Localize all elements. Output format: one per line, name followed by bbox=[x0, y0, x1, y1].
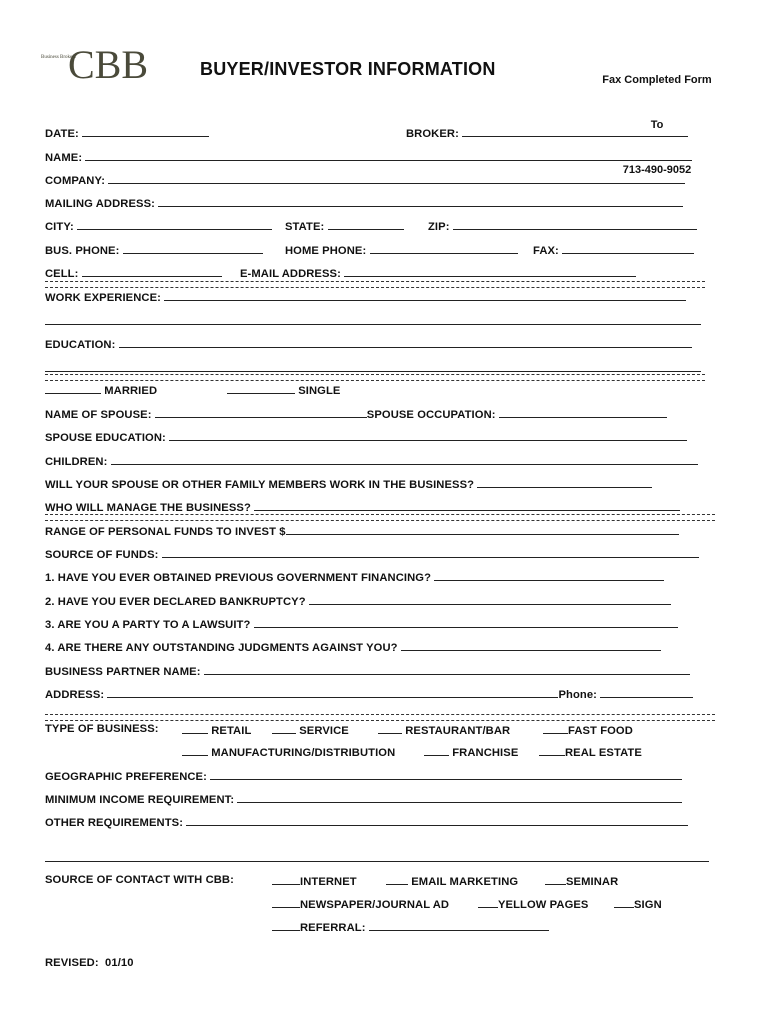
internet-checkbox[interactable] bbox=[272, 874, 300, 885]
work-experience-field[interactable] bbox=[164, 290, 686, 301]
state-field[interactable] bbox=[328, 219, 404, 230]
spouse-education-label: SPOUSE EDUCATION: bbox=[45, 432, 166, 444]
logo-subtext: Business Brokers bbox=[41, 55, 76, 60]
address-field[interactable] bbox=[107, 687, 558, 698]
other-req-label: OTHER REQUIREMENTS: bbox=[45, 817, 184, 829]
children-field[interactable] bbox=[111, 454, 698, 465]
fax-number: 713-490-9052 bbox=[622, 164, 692, 176]
question-4-label: 4. ARE THERE ANY OUTSTANDING JUDGMENTS AGAINST YOU? bbox=[45, 642, 398, 654]
service-checkbox[interactable] bbox=[272, 723, 296, 734]
work-experience-field-2[interactable] bbox=[45, 314, 701, 325]
home-phone-label: HOME PHONE: bbox=[285, 245, 367, 257]
home-phone-field[interactable] bbox=[370, 243, 518, 254]
type-of-business-label: TYPE OF BUSINESS: bbox=[45, 723, 159, 735]
email-marketing-label: EMAIL MARKETING bbox=[411, 876, 519, 888]
question-2-label: 2. HAVE YOU EVER DECLARED BANKRUPTCY? bbox=[45, 596, 306, 608]
fast-food-label: FAST FOOD bbox=[568, 725, 633, 737]
fax-label: FAX: bbox=[533, 245, 559, 257]
education-label: EDUCATION: bbox=[45, 339, 116, 351]
children-label: CHILDREN: bbox=[45, 456, 108, 468]
sign-checkbox[interactable] bbox=[614, 897, 634, 908]
phone-field[interactable] bbox=[600, 687, 693, 698]
family-work-field[interactable] bbox=[477, 477, 652, 488]
date-field[interactable] bbox=[82, 126, 209, 137]
referral-label: REFERRAL: bbox=[300, 922, 366, 934]
retail-checkbox[interactable] bbox=[182, 723, 208, 734]
email-field[interactable] bbox=[344, 266, 636, 277]
real-estate-checkbox[interactable] bbox=[539, 745, 565, 756]
zip-label: ZIP: bbox=[428, 221, 450, 233]
service-label: SERVICE bbox=[299, 725, 349, 737]
bus-phone-label: BUS. PHONE: bbox=[45, 245, 120, 257]
broker-field[interactable] bbox=[462, 126, 688, 137]
min-income-field[interactable] bbox=[237, 792, 682, 803]
retail-label: RETAIL bbox=[211, 725, 252, 737]
yellow-pages-checkbox[interactable] bbox=[478, 897, 498, 908]
referral-field[interactable] bbox=[369, 920, 549, 931]
section-divider bbox=[45, 374, 705, 381]
date-label: DATE: bbox=[45, 128, 79, 140]
single-field[interactable] bbox=[227, 383, 295, 394]
source-funds-field[interactable] bbox=[162, 547, 699, 558]
range-funds-label: RANGE OF PERSONAL FUNDS TO INVEST $ bbox=[45, 526, 286, 538]
section-divider bbox=[45, 714, 715, 721]
question-1-label: 1. HAVE YOU EVER OBTAINED PREVIOUS GOVERNMENT FINANCING? bbox=[45, 572, 432, 584]
franchise-label: FRANCHISE bbox=[452, 747, 519, 759]
name-label: NAME: bbox=[45, 152, 83, 164]
restaurant-label: RESTAURANT/BAR bbox=[405, 725, 511, 737]
email-marketing-checkbox[interactable] bbox=[386, 874, 408, 885]
real-estate-label: REAL ESTATE bbox=[565, 747, 642, 759]
cell-field[interactable] bbox=[82, 266, 222, 277]
page-title: BUYER/INVESTOR INFORMATION bbox=[200, 59, 496, 79]
other-req-field[interactable] bbox=[186, 815, 688, 826]
manufacturing-checkbox[interactable] bbox=[182, 745, 208, 756]
spouse-occupation-label: SPOUSE OCCUPATION: bbox=[366, 409, 496, 421]
source-contact-label: SOURCE OF CONTACT WITH CBB: bbox=[45, 874, 234, 886]
fax-line2: To bbox=[650, 119, 664, 131]
section-divider bbox=[45, 281, 705, 288]
company-label: COMPANY: bbox=[45, 175, 106, 187]
cbb-logo bbox=[40, 44, 156, 84]
bus-phone-field[interactable] bbox=[123, 243, 263, 254]
section-divider bbox=[45, 514, 715, 521]
geographic-label: GEOGRAPHIC PREFERENCE: bbox=[45, 771, 207, 783]
logo-text: CBB bbox=[68, 44, 149, 84]
newspaper-checkbox[interactable] bbox=[272, 897, 300, 908]
zip-field[interactable] bbox=[453, 219, 697, 230]
married-field[interactable] bbox=[45, 383, 101, 394]
phone-label: Phone: bbox=[558, 689, 597, 701]
question-1-field[interactable] bbox=[434, 570, 664, 581]
fax-field[interactable] bbox=[562, 243, 694, 254]
education-field-2[interactable] bbox=[45, 361, 701, 372]
internet-label: INTERNET bbox=[300, 876, 357, 888]
name-of-spouse-label: NAME OF SPOUSE: bbox=[45, 409, 152, 421]
name-field[interactable] bbox=[85, 150, 692, 161]
city-label: CITY: bbox=[45, 221, 74, 233]
question-4-field[interactable] bbox=[401, 640, 661, 651]
spouse-education-field[interactable] bbox=[169, 430, 687, 441]
state-label: STATE: bbox=[285, 221, 325, 233]
address-label: ADDRESS: bbox=[45, 689, 105, 701]
business-partner-label: BUSINESS PARTNER NAME: bbox=[45, 666, 201, 678]
question-3-field[interactable] bbox=[254, 617, 678, 628]
who-manage-label: WHO WILL MANAGE THE BUSINESS? bbox=[45, 502, 251, 514]
manufacturing-label: MANUFACTURING/DISTRIBUTION bbox=[211, 747, 396, 759]
name-of-spouse-field[interactable] bbox=[155, 407, 367, 418]
education-field[interactable] bbox=[119, 337, 692, 348]
referral-checkbox[interactable] bbox=[272, 920, 300, 931]
work-experience-label: WORK EXPERIENCE: bbox=[45, 292, 161, 304]
restaurant-checkbox[interactable] bbox=[378, 723, 402, 734]
seminar-checkbox[interactable] bbox=[545, 874, 566, 885]
other-req-field-2[interactable] bbox=[45, 851, 709, 862]
cell-label: CELL: bbox=[45, 268, 79, 280]
family-work-label: WILL YOUR SPOUSE OR OTHER FAMILY MEMBERS WORK IN THE BUSINESS? bbox=[45, 479, 475, 491]
question-3-label: 3. ARE YOU A PARTY TO A LAWSUIT? bbox=[45, 619, 251, 631]
married-label: MARRIED bbox=[104, 385, 158, 397]
single-label: SINGLE bbox=[298, 385, 341, 397]
mailing-address-label: MAILING ADDRESS: bbox=[45, 198, 155, 210]
city-field[interactable] bbox=[77, 219, 272, 230]
yellow-pages-label: YELLOW PAGES bbox=[498, 899, 589, 911]
broker-label: BROKER: bbox=[406, 128, 459, 140]
source-funds-label: SOURCE OF FUNDS: bbox=[45, 549, 159, 561]
mailing-address-field[interactable] bbox=[158, 196, 683, 207]
company-field[interactable] bbox=[108, 173, 685, 184]
email-label: E-MAIL ADDRESS: bbox=[240, 268, 341, 280]
sign-label: SIGN bbox=[634, 899, 662, 911]
who-manage-field[interactable] bbox=[254, 500, 680, 511]
geographic-field[interactable] bbox=[210, 769, 682, 780]
fax-line1: Fax Completed Form bbox=[602, 74, 712, 86]
fast-food-checkbox[interactable] bbox=[543, 723, 568, 734]
newspaper-label: NEWSPAPER/JOURNAL AD bbox=[300, 899, 450, 911]
franchise-checkbox[interactable] bbox=[424, 745, 449, 756]
spouse-occupation-field[interactable] bbox=[499, 407, 667, 418]
seminar-label: SEMINAR bbox=[566, 876, 619, 888]
min-income-label: MINIMUM INCOME REQUIREMENT: bbox=[45, 794, 235, 806]
range-funds-field[interactable] bbox=[286, 524, 679, 535]
fax-info bbox=[596, 43, 718, 193]
revised-date: REVISED: 01/10 bbox=[45, 957, 134, 969]
question-2-field[interactable] bbox=[309, 594, 671, 605]
business-partner-field[interactable] bbox=[204, 664, 690, 675]
